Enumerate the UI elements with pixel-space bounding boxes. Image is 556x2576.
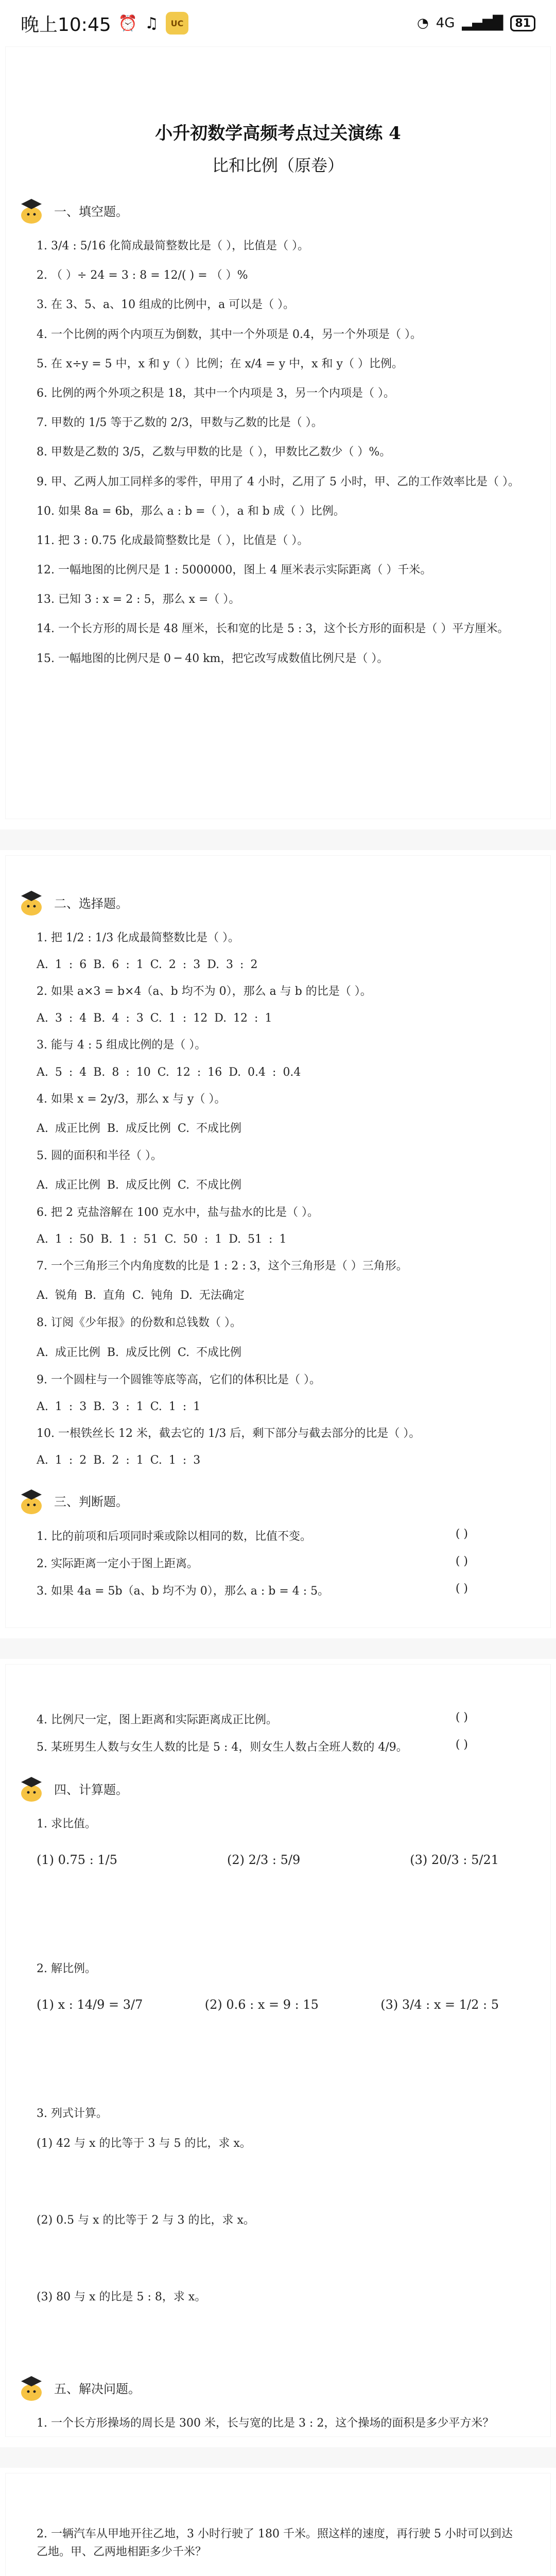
document-title: 小升初数学高频考点过关演练 4 — [155, 123, 401, 144]
word-problem: 1. 一个长方形操场的周长是 300 米，长与宽的比是 3 : 2，这个操场的面积是多少平方米？ — [37, 2417, 494, 2430]
graduate-mascot-icon — [16, 2372, 47, 2403]
wifi-icon: ◔ — [417, 15, 429, 31]
page-separator — [0, 2447, 556, 2468]
alarm-icon: ⏰ — [118, 14, 138, 32]
status-bar — [0, 0, 556, 46]
battery-indicator: 81 — [510, 15, 535, 31]
question-15: 15. 一幅地图的比例尺是 0 ─ 40 km，把它改写成数值比例尺是（ ）。 — [37, 652, 389, 665]
calc-row: (1) x : 14/9 = 3/7 (2) 0.6 : x = 9 : 15 (3) 3/4 : x = 1/2 : 5 — [37, 1997, 499, 2012]
choice-question: 4. 如果 x = 2y/3，那么 x 与 y（ ）。 — [37, 1092, 226, 1106]
section-heading: 三、判断题。 — [16, 1485, 550, 1516]
section-heading: 四、计算题。 — [16, 1773, 550, 1804]
calc-item: (3) 80 与 x 的比是 5 : 8，求 x。 — [37, 2290, 206, 2303]
judge-item: 2. 实际距离一定小于图上距离。 ( ) — [37, 1554, 468, 1570]
choice-options: A. 成正比例 B. 成反比例 C. 不成比例 — [37, 1178, 242, 1192]
choice-options: A. 1 : 50 B. 1 : 51 C. 50 : 1 D. 51 : 1 — [37, 1233, 287, 1246]
question-13: 13. 已知 3 : x = 2 : 5，那么 x =（ ）。 — [37, 593, 240, 606]
choice-question: 7. 一个三角形三个内角度数的比是 1 : 2 : 3，这个三角形是（ ）三角形。 — [37, 1260, 408, 1273]
choice-question: 3. 能与 4 : 5 组成比例的是（ ）。 — [37, 1039, 206, 1052]
question-3: 3. 在 3、5、a、10 组成的比例中，a 可以是（ ）。 — [37, 298, 295, 312]
choice-options: A. 成正比例 B. 成反比例 C. 不成比例 — [37, 1122, 242, 1135]
question-9: 9. 甲、乙两人加工同样多的零件，甲用了 4 小时，乙用了 5 小时，甲、乙的工作效率比是（ ）。 — [37, 475, 519, 488]
document-page-2 — [5, 855, 551, 1628]
choice-question: 10. 一根铁丝长 12 米，截去它的 1/3 后，剩下部分与截去部分的比是（ ）。 — [37, 1427, 421, 1440]
graduate-mascot-icon — [16, 195, 47, 226]
choice-question: 9. 一个圆柱与一个圆锥等底等高，它们的体积比是（ ）。 — [37, 1373, 321, 1386]
judge-item: 1. 比的前项和后项同时乘或除以相同的数，比值不变。 ( ) — [37, 1527, 468, 1543]
question-1: 1. 3/4 : 5/16 化简成最简整数比是（ ），比值是（ ）。 — [37, 240, 309, 252]
choice-options: A. 成正比例 B. 成反比例 C. 不成比例 — [37, 1346, 242, 1359]
question-5: 5. 在 x÷y = 5 中，x 和 y（ ）比例；在 x/4 = y 中，x 和 y（ ）比例。 — [37, 357, 403, 370]
question-6: 6. 比例的两个外项之积是 18，其中一个内项是 3，另一个内项是（ ）。 — [37, 386, 395, 400]
graduate-mascot-icon — [16, 1485, 47, 1516]
question-8: 8. 甲数是乙数的 3/5，乙数与甲数的比是（ ），甲数比乙数少（ ）%。 — [37, 446, 391, 459]
judge-item: 5. 某班男生人数与女生人数的比是 5 : 4，则女生人数占全班人数的 4/9。 ( ) — [37, 1738, 468, 1754]
word-problem: 2. 一辆汽车从甲地开往乙地，3 小时行驶了 180 千米。照这样的速度，再行驶 5 小时可以到达乙地。甲、乙两地相距多少千米？ — [37, 2528, 513, 2559]
app-icon: UC — [166, 12, 188, 35]
section-heading: 二、选择题。 — [16, 887, 550, 918]
choice-question: 6. 把 2 克盐溶解在 100 克水中，盐与盐水的比是（ ）。 — [37, 1206, 319, 1219]
calc-title: 1. 求比值。 — [37, 1818, 96, 1831]
page-separator — [0, 829, 556, 850]
question-12: 12. 一幅地图的比例尺是 1 : 5000000，图上 4 厘米表示实际距离（ ）千米。 — [37, 564, 432, 577]
question-4: 4. 一个比例的两个内项互为倒数，其中一个外项是 0.4，另一个外项是（ ）。 — [37, 328, 422, 341]
graduate-mascot-icon — [16, 1773, 47, 1804]
signal-icon: ▂▄▆█ — [462, 15, 503, 31]
question-14: 14. 一个长方形的周长是 48 厘米，长和宽的比是 5 : 3，这个长方形的面积是（ ）平方厘米。 — [37, 622, 509, 636]
music-icon: ♫ — [145, 14, 159, 32]
status-time: 晚上10:45 — [21, 14, 111, 36]
choice-question: 1. 把 1/2 : 1/3 化成最简整数比是（ ）。 — [37, 931, 240, 944]
calc-title: 3. 列式计算。 — [37, 2107, 108, 2121]
choice-options: A. 5 : 4 B. 8 : 10 C. 12 : 16 D. 0.4 : 0.4 — [37, 1065, 301, 1079]
section-heading: 五、解决问题。 — [16, 2372, 550, 2403]
document-subtitle: 比和比例（原卷） — [212, 156, 344, 175]
calc-title: 2. 解比例。 — [37, 1962, 96, 1976]
network-label: 4G — [436, 15, 455, 31]
question-10: 10. 如果 8a = 6b，那么 a : b =（ ），a 和 b 成（ ）比例。 — [37, 504, 345, 518]
calc-item: (2) 0.5 与 x 的比等于 2 与 3 的比，求 x。 — [37, 2213, 255, 2227]
judge-item: 3. 如果 4a = 5b（a、b 均不为 0），那么 a : b = 4 : 5。 ( ) — [37, 1582, 468, 1598]
choice-options: A. 1 : 2 B. 2 : 1 C. 1 : 3 — [37, 1453, 201, 1467]
page-separator — [0, 1638, 556, 1659]
choice-options: A. 3 : 4 B. 4 : 3 C. 1 : 12 D. 12 : 1 — [37, 1012, 272, 1025]
question-11: 11. 把 3 : 0.75 化成最简整数比是（ ），比值是（ ）。 — [37, 534, 309, 547]
judge-item: 4. 比例尺一定，图上距离和实际距离成正比例。 ( ) — [37, 1711, 468, 1726]
choice-options: A. 1 : 6 B. 6 : 1 C. 2 : 3 D. 3 : 2 — [37, 958, 258, 972]
choice-question: 8. 订阅《少年报》的份数和总钱数（ ）。 — [37, 1316, 241, 1330]
question-7: 7. 甲数的 1/5 等于乙数的 2/3，甲数与乙数的比是（ ）。 — [37, 416, 323, 430]
document-page-1 — [5, 46, 551, 819]
choice-options: A. 锐角 B. 直角 C. 钝角 D. 无法确定 — [37, 1289, 245, 1302]
calc-item: (1) 42 与 x 的比等于 3 与 5 的比，求 x。 — [37, 2137, 251, 2150]
document-page-3 — [5, 1664, 551, 2437]
calc-row: (1) 0.75 : 1/5 (2) 2/3 : 5/9 (3) 20/3 : 5/21 — [37, 1853, 499, 1868]
choice-options: A. 1 : 3 B. 3 : 1 C. 1 : 1 — [37, 1400, 201, 1413]
choice-question: 2. 如果 a×3 = b×4（a、b 均不为 0），那么 a 与 b 的比是（ ）。 — [37, 985, 372, 998]
document-page-4 — [5, 2473, 551, 2576]
choice-question: 5. 圆的面积和半径（ ）。 — [37, 1149, 162, 1162]
question-2: 2. （ ）÷ 24 = 3 : 8 = 12/( ) = （ ）% — [37, 269, 248, 282]
graduate-mascot-icon — [16, 887, 47, 918]
section-heading: 一、填空题。 — [16, 195, 550, 226]
